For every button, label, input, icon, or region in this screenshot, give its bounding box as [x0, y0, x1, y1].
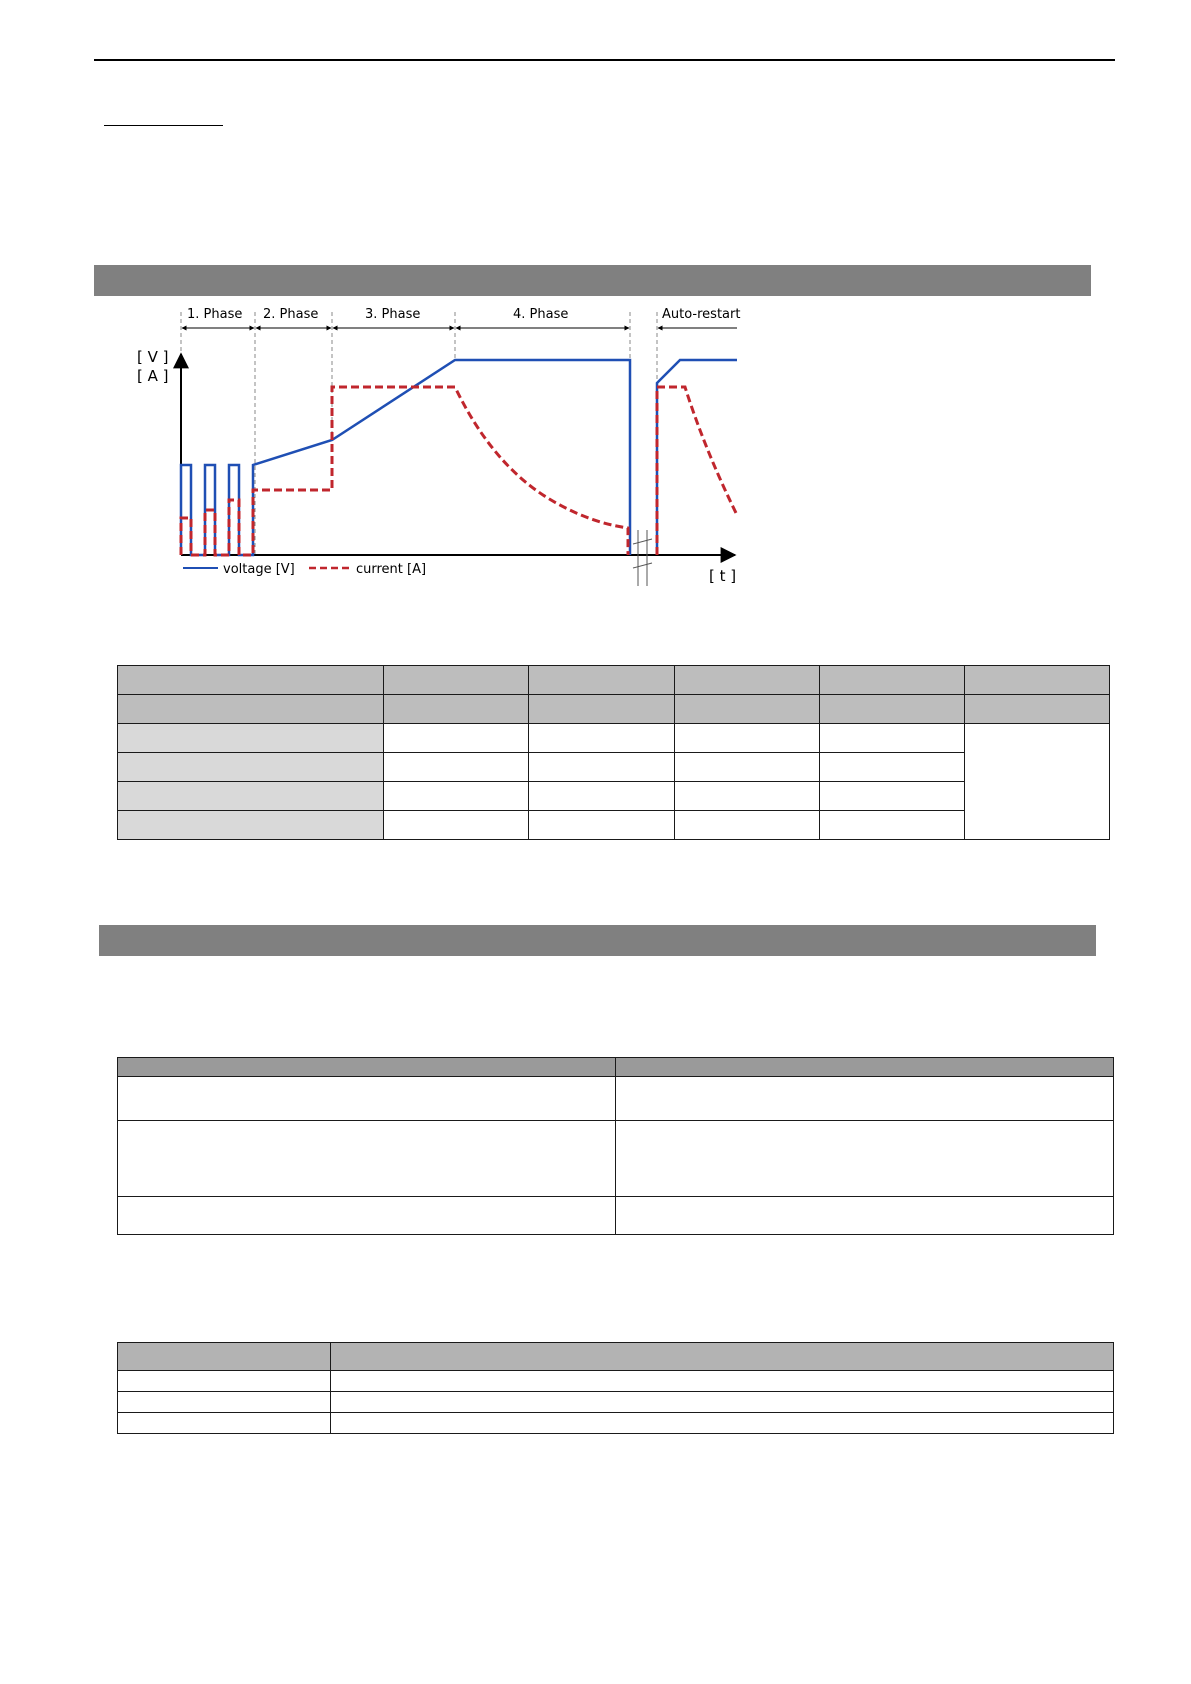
table-row: [118, 1197, 1114, 1235]
table-header-cell: [118, 1058, 616, 1077]
table-row: [118, 1077, 1114, 1121]
table-cell: [820, 782, 965, 811]
table-cell: [118, 753, 384, 782]
table-cell: [118, 1077, 616, 1121]
table-cell: [118, 1121, 616, 1197]
table-cell: [820, 753, 965, 782]
table-row: [118, 724, 1110, 753]
table-cell: [384, 782, 529, 811]
table-cell: [675, 724, 820, 753]
legend-label-voltage: voltage [V]: [223, 562, 295, 577]
table-header-row: [118, 1058, 1114, 1077]
two-column-table: [117, 1057, 1114, 1235]
table-row: [118, 782, 1110, 811]
table-cell: [616, 1197, 1114, 1235]
table-cell: [118, 724, 384, 753]
table-cell: [331, 1392, 1114, 1413]
voltage-line: [181, 360, 630, 555]
table-cell: [675, 695, 820, 724]
legend-label-current: current [A]: [356, 562, 427, 577]
section-bar-second: [99, 925, 1096, 956]
table-cell: [384, 666, 529, 695]
y-axis-label-amps: [ A ]: [137, 367, 169, 385]
table-cell: [820, 811, 965, 840]
chart-legend: [183, 562, 426, 577]
table-cell: [384, 753, 529, 782]
phase-label: Auto-restart: [662, 307, 741, 322]
table-header-row: [118, 1343, 1114, 1371]
table-row: [118, 753, 1110, 782]
table-cell: [965, 695, 1110, 724]
narrow-wide-table: [117, 1342, 1114, 1434]
phase-label: 3. Phase: [365, 307, 421, 322]
header-rule: [94, 59, 1115, 61]
table-cell: [675, 666, 820, 695]
section-bar-charging: [94, 265, 1091, 296]
table-row: [118, 1121, 1114, 1197]
table-cell: [675, 753, 820, 782]
table-cell-merged: [965, 724, 1110, 840]
table-cell: [118, 695, 384, 724]
current-line-restart: [657, 387, 737, 555]
table-cell: [820, 724, 965, 753]
table-row: [118, 811, 1110, 840]
table-row: [118, 1413, 1114, 1434]
table-cell: [331, 1371, 1114, 1392]
table-row: [118, 1392, 1114, 1413]
table-cell: [529, 666, 675, 695]
table-cell: [118, 666, 384, 695]
table-cell: [118, 1371, 331, 1392]
phase-label: 4. Phase: [513, 307, 569, 322]
table-cell: [118, 1413, 331, 1434]
table-cell: [529, 695, 675, 724]
table-cell: [965, 666, 1110, 695]
table-row: [118, 1371, 1114, 1392]
table-cell: [820, 695, 965, 724]
axis-break-tick: [633, 563, 652, 568]
table-cell: [616, 1077, 1114, 1121]
table-cell: [820, 666, 965, 695]
table-cell: [529, 753, 675, 782]
table-header-cell: [331, 1343, 1114, 1371]
table-cell: [529, 782, 675, 811]
charging-parameters-table: [117, 665, 1110, 840]
table-cell: [616, 1121, 1114, 1197]
x-axis-label-time: [ t ]: [709, 567, 737, 585]
table-cell: [331, 1413, 1114, 1434]
current-line: [181, 387, 628, 555]
charging-curve-svg: [125, 300, 745, 592]
section-heading-underline: [104, 125, 223, 126]
table-cell: [118, 1197, 616, 1235]
table-header-cell: [118, 1343, 331, 1371]
phase-label: 2. Phase: [263, 307, 319, 322]
y-axis-label-volts: [ V ]: [137, 348, 169, 366]
axis-break-tick: [633, 539, 652, 544]
table-header-cell: [616, 1058, 1114, 1077]
table-cell: [118, 782, 384, 811]
charging-curve-chart: [125, 300, 745, 592]
table-cell: [118, 811, 384, 840]
table-cell: [529, 724, 675, 753]
phase-label: 1. Phase: [187, 307, 243, 322]
table-cell: [384, 811, 529, 840]
table-cell: [384, 695, 529, 724]
axis-break-marks: [633, 530, 652, 586]
table-cell: [118, 1392, 331, 1413]
table-cell: [675, 782, 820, 811]
voltage-line-restart: [657, 360, 737, 555]
table-cell: [675, 811, 820, 840]
table-row: [118, 695, 1110, 724]
table-row: [118, 666, 1110, 695]
table-cell: [529, 811, 675, 840]
table-cell: [384, 724, 529, 753]
